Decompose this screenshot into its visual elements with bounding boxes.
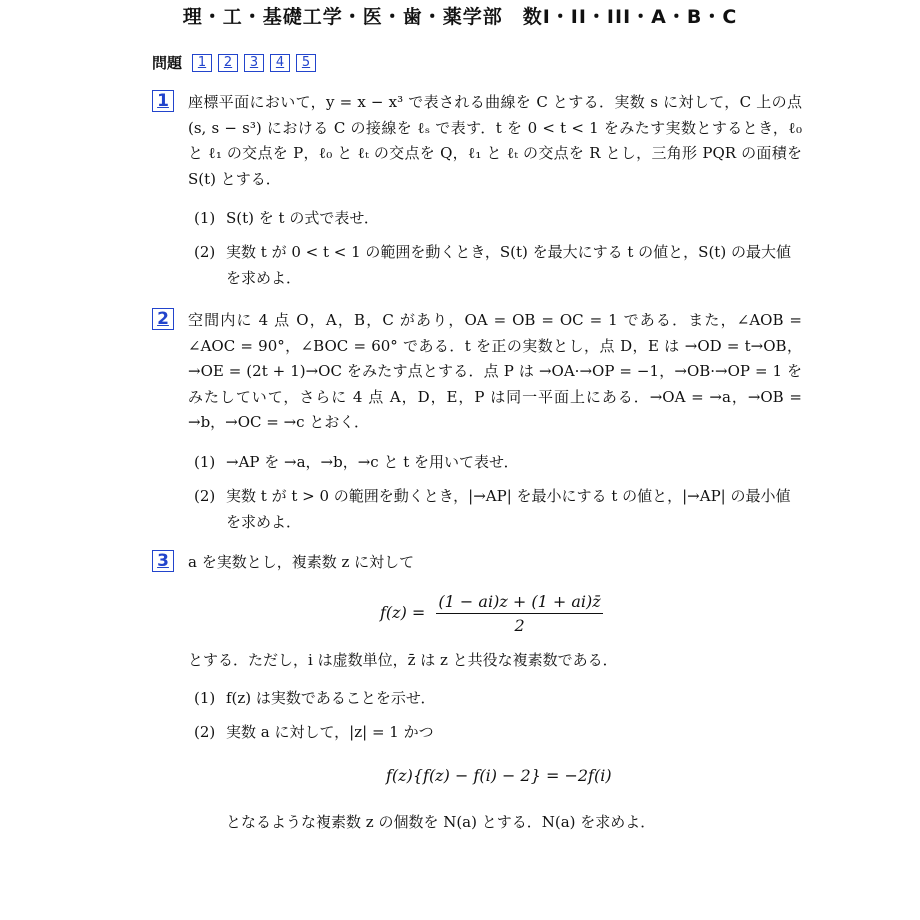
problem-link-5[interactable]: 5 xyxy=(296,54,316,72)
problem-link-3[interactable]: 3 xyxy=(244,54,264,72)
problem-number-3[interactable]: 3 xyxy=(152,550,174,572)
sub-text: 実数 a に対して，|z| = 1 かつ xyxy=(226,723,434,741)
equation-lhs: f(z) = xyxy=(380,603,426,622)
sub-text: f(z) は実数であることを示せ． xyxy=(226,689,436,707)
sub-label: (2) xyxy=(194,723,216,741)
sub-text: 実数 t が t > 0 の範囲を動くとき，|→AP| を最小にする t の値と，|→AP| の最小値を求めよ． xyxy=(226,487,791,531)
problem-3-intro: a を実数とし，複素数 z に対して xyxy=(188,553,415,571)
sub-text: 実数 t が 0 < t < 1 の範囲を動くとき，S(t) を最大にする t の値と，S(t) の最大値を求めよ． xyxy=(226,243,791,287)
equation-condition: f(z){f(z) − f(i) − 2} = −2f(i) xyxy=(386,766,612,785)
problem-1-statement: 座標平面において，y = x − x³ で表される曲線を C とする．実数 s に対して，C 上の点 (s, s − s³) における C の接線を ℓₛ で表す．t を 0 < t < 1 をみたす実数とするとき，ℓ₀ と ℓ₁ の交点を P，ℓ₀ と ℓₜ の交点を Q，ℓ₁ と ℓₜ の交点を R とし，三角形 PQR の面積を S(t) とする． xyxy=(188,93,802,188)
problem-link-4[interactable]: 4 xyxy=(270,54,290,72)
problem-nav-label: 問題 xyxy=(152,54,183,72)
equation-f-definition xyxy=(380,592,603,635)
closing-text: となるような複素数 z の個数を N(a) とする．N(a) を求めよ． xyxy=(226,813,656,831)
problem-number-1[interactable]: 1 xyxy=(152,90,174,112)
problem-3-note: とする．ただし，i は虚数単位，z̄ は z と共役な複素数である． xyxy=(188,651,618,669)
problem-link-2[interactable]: 2 xyxy=(218,54,238,72)
sub-text: →AP を →a，→b，→c と t を用いて表せ． xyxy=(226,453,519,471)
page-title: 理・工・基礎工学・医・歯・薬学部 数I・II・III・A・B・C xyxy=(182,6,738,28)
problem-number-2[interactable]: 2 xyxy=(152,308,174,330)
problem-3-closing xyxy=(226,810,802,836)
sub-label: (1) xyxy=(194,689,216,707)
sub-label: (1) xyxy=(194,209,216,227)
sub-label: (1) xyxy=(194,453,216,471)
sub-label: (2) xyxy=(194,243,216,261)
problem-link-1[interactable]: 1 xyxy=(192,54,212,72)
fraction-numerator: (1 − ai)z + (1 + ai)z̄ xyxy=(436,592,602,614)
sub-label: (2) xyxy=(194,487,216,505)
sub-text: S(t) を t の式で表せ． xyxy=(226,209,379,227)
problem-nav xyxy=(152,52,316,73)
equation-fraction xyxy=(436,592,602,635)
problem-2-statement: 空間内に 4 点 O，A，B，C があり，OA = OB = OC = 1 である．また，∠AOB = ∠AOC = 90°，∠BOC = 60° である．t を正の実数とし，点 D，E は →OD = t→OB，→OE = (2t + 1)→OC をみたす点とする．点 P は →OA·→OP = −1，→OB·→OP = 1 をみたしていて，さらに 4 点 A，D，E，P は同一平面上にある．→OA = →a，→OB = →b，→OC = →c とおく． xyxy=(188,311,802,431)
fraction-denominator: 2 xyxy=(514,616,525,635)
